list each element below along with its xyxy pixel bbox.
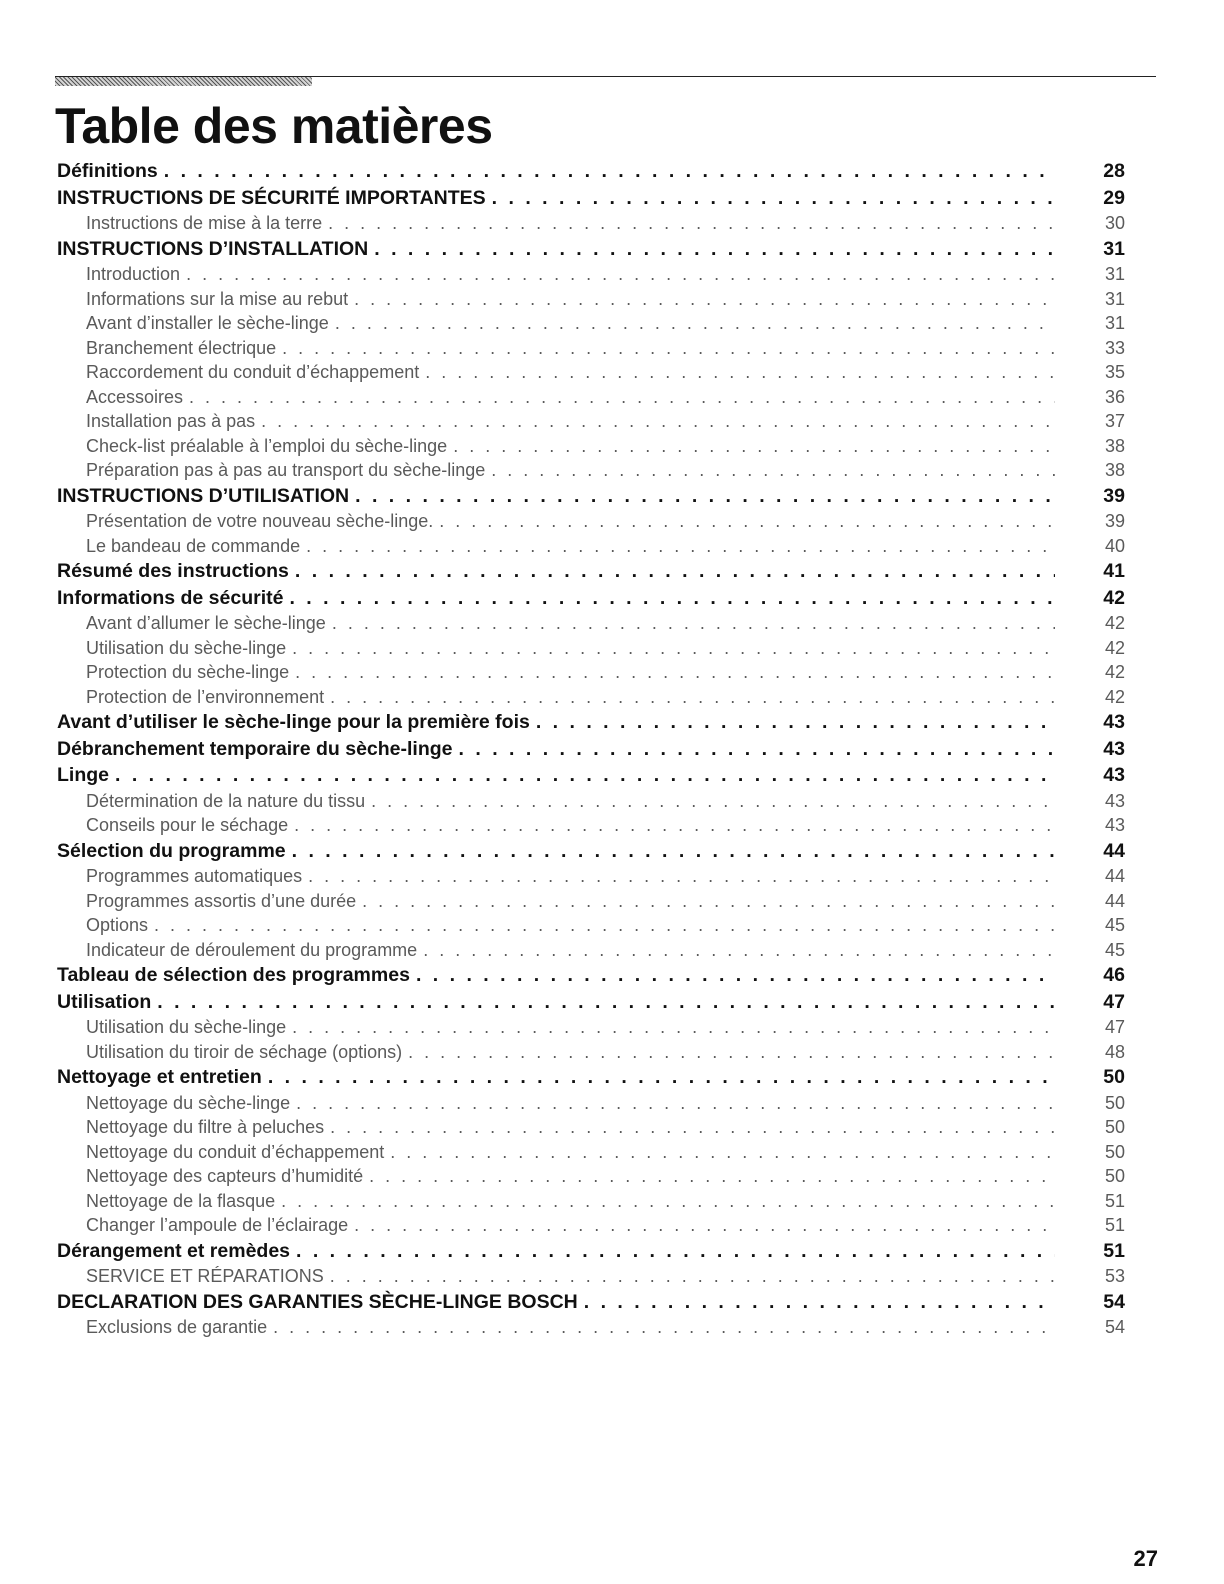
toc-entry-label: Avant d’utiliser le sèche-linge pour la première fois xyxy=(57,711,530,733)
toc-subsection-entry xyxy=(57,891,1125,916)
toc-entry-page: 45 xyxy=(1104,939,1125,960)
toc-entry-page: 33 xyxy=(1104,337,1125,358)
toc-entry-page: 43 xyxy=(1103,737,1125,760)
toc-entry-page: 44 xyxy=(1103,839,1125,862)
toc-entry-page: 43 xyxy=(1104,790,1125,811)
toc-entry-label: Tableau de sélection des programmes xyxy=(57,964,410,986)
toc-entry-label: INSTRUCTIONS DE SÉCURITÉ IMPORTANTES xyxy=(57,186,486,209)
toc-entry-label: Utilisation xyxy=(57,990,152,1013)
toc-subsection-entry xyxy=(57,815,1125,840)
toc-entry-page: 35 xyxy=(1104,362,1125,382)
toc-entry-page: 39 xyxy=(1104,511,1125,531)
toc-entry-label: Changer l’ampoule de l’éclairage xyxy=(86,1215,349,1235)
dot-leader xyxy=(295,560,1055,583)
dot-leader xyxy=(306,536,1055,557)
toc-entry-label: Utilisation du sèche-linge xyxy=(86,637,287,658)
toc-entry-label: INSTRUCTIONS D’UTILISATION xyxy=(57,484,350,507)
toc-section-entry xyxy=(57,560,1125,587)
dot-leader xyxy=(157,991,1055,1014)
toc-entry-page: 37 xyxy=(1104,411,1125,431)
toc-subsection-entry xyxy=(57,387,1125,412)
toc-entry-label: Utilisation du sèche-linge xyxy=(86,1017,287,1037)
toc-subsection-entry xyxy=(57,1266,1125,1291)
toc-entry-page: 31 xyxy=(1104,313,1125,333)
dot-leader xyxy=(292,840,1055,863)
toc-subsection-entry xyxy=(57,511,1125,536)
dot-leader xyxy=(330,687,1055,708)
toc-subsection-entry xyxy=(57,662,1125,687)
toc-subsection-entry xyxy=(57,289,1125,314)
toc-entry-label: Nettoyage de la flasque xyxy=(86,1190,276,1211)
dot-leader xyxy=(459,738,1055,761)
toc-entry-page: 54 xyxy=(1103,1290,1125,1313)
toc-subsection-entry xyxy=(57,1166,1125,1191)
toc-subsection-entry xyxy=(57,411,1125,436)
toc-entry-page: 43 xyxy=(1104,815,1125,835)
toc-entry-page: 47 xyxy=(1103,990,1125,1013)
dot-leader xyxy=(115,764,1055,787)
page-number: 27 xyxy=(1133,1546,1158,1571)
toc-section-entry xyxy=(57,587,1125,614)
toc-entry-page: 43 xyxy=(1103,711,1125,733)
toc-entry-page: 31 xyxy=(1103,237,1125,260)
toc-subsection-entry xyxy=(57,1093,1125,1118)
dot-leader xyxy=(371,791,1055,812)
dot-leader xyxy=(164,160,1055,183)
toc-section-entry xyxy=(57,840,1125,867)
toc-entry-page: 36 xyxy=(1104,386,1125,407)
dot-leader xyxy=(453,436,1055,457)
toc-entry-label: INSTRUCTIONS D’INSTALLATION xyxy=(57,237,369,260)
toc-entry-label: Introduction xyxy=(86,264,181,284)
dot-leader xyxy=(362,891,1055,912)
toc-subsection-entry xyxy=(57,1042,1125,1067)
toc-subsection-entry xyxy=(57,1317,1125,1342)
toc-entry-page: 42 xyxy=(1104,613,1125,633)
toc-entry-label: Définitions xyxy=(57,160,158,182)
toc-section-entry xyxy=(57,711,1125,738)
toc-subsection-entry xyxy=(57,362,1125,387)
toc-subsection-entry xyxy=(57,1215,1125,1240)
toc-subsection-entry xyxy=(57,1117,1125,1142)
toc-section-entry xyxy=(57,764,1125,791)
toc-subsection-entry xyxy=(57,866,1125,891)
toc-entry-page: 41 xyxy=(1103,560,1125,582)
toc-entry-label: Exclusions de garantie xyxy=(86,1317,268,1337)
toc-subsection-entry xyxy=(57,460,1125,485)
dot-leader xyxy=(330,1266,1055,1287)
dot-leader xyxy=(273,1317,1055,1338)
dot-leader xyxy=(355,485,1055,508)
toc-entry-label: Check-list préalable à l’emploi du sèche-linge xyxy=(86,435,448,456)
toc-subsection-entry xyxy=(57,536,1125,561)
toc-entry-page: 53 xyxy=(1104,1266,1125,1286)
toc-entry-label: Nettoyage et entretien xyxy=(57,1066,262,1088)
toc-section-entry xyxy=(57,738,1125,765)
toc-entry-label: Le bandeau de commande xyxy=(86,535,301,556)
toc-entry-label: Instructions de mise à la terre xyxy=(86,213,323,233)
toc-subsection-entry xyxy=(57,638,1125,663)
dot-leader xyxy=(491,460,1055,481)
toc-entry-label: Présentation de votre nouveau sèche-linge. xyxy=(86,511,434,531)
dot-leader xyxy=(335,313,1055,334)
toc-entry-label: Dérangement et remèdes xyxy=(57,1239,291,1262)
dot-leader xyxy=(328,213,1055,234)
toc-entry-label: Raccordement du conduit d’échappement xyxy=(86,362,420,382)
toc-entry-page: 48 xyxy=(1104,1041,1125,1062)
toc-entry-page: 50 xyxy=(1104,1141,1125,1162)
toc-section-entry xyxy=(57,238,1125,265)
toc-entry-page: 45 xyxy=(1104,915,1125,935)
toc-entry-label: Débranchement temporaire du sèche-linge xyxy=(57,737,453,760)
toc-entry-label: Préparation pas à pas au transport du sèche-linge xyxy=(86,460,486,480)
toc-section-entry xyxy=(57,485,1125,512)
toc-entry-page: 39 xyxy=(1103,484,1125,507)
dot-leader xyxy=(584,1291,1055,1314)
dot-leader xyxy=(296,1093,1055,1114)
toc-entry-label: Accessoires xyxy=(86,386,184,407)
toc-entry-page: 31 xyxy=(1104,288,1125,309)
dot-leader xyxy=(261,411,1055,432)
toc-section-entry xyxy=(57,1291,1125,1318)
toc-entry-page: 47 xyxy=(1104,1017,1125,1037)
header-rule xyxy=(55,76,1156,77)
page-title: Table des matières xyxy=(55,98,493,154)
table-of-contents xyxy=(57,160,1125,1342)
dot-leader xyxy=(282,338,1055,359)
dot-leader xyxy=(369,1166,1055,1187)
toc-entry-label: Nettoyage du conduit d’échappement xyxy=(86,1141,385,1162)
dot-leader xyxy=(416,964,1055,987)
dot-leader xyxy=(390,1142,1055,1163)
dot-leader xyxy=(281,1191,1055,1212)
toc-subsection-entry xyxy=(57,613,1125,638)
toc-entry-page: 51 xyxy=(1104,1190,1125,1211)
header-pattern-tab xyxy=(55,76,312,86)
toc-subsection-entry xyxy=(57,1191,1125,1216)
toc-section-entry xyxy=(57,187,1125,214)
toc-entry-label: Résumé des instructions xyxy=(57,560,289,582)
toc-entry-label: Nettoyage du sèche-linge xyxy=(86,1092,291,1113)
dot-leader xyxy=(154,915,1055,936)
toc-entry-page: 51 xyxy=(1103,1239,1125,1262)
toc-subsection-entry xyxy=(57,1017,1125,1042)
dot-leader xyxy=(492,187,1055,210)
dot-leader xyxy=(295,662,1055,683)
toc-entry-label: Informations de sécurité xyxy=(57,586,284,609)
dot-leader xyxy=(354,289,1055,310)
toc-entry-page: 42 xyxy=(1104,686,1125,707)
toc-entry-label: Nettoyage des capteurs d’humidité xyxy=(86,1166,364,1186)
toc-subsection-entry xyxy=(57,213,1125,238)
toc-entry-label: Avant d’allumer le sèche-linge xyxy=(86,613,326,633)
toc-entry-page: 42 xyxy=(1103,586,1125,609)
toc-entry-page: 40 xyxy=(1104,535,1125,556)
toc-entry-page: 50 xyxy=(1104,1117,1125,1137)
toc-entry-page: 44 xyxy=(1104,866,1125,886)
toc-entry-label: Options xyxy=(86,915,149,935)
dot-leader xyxy=(330,1117,1055,1138)
toc-entry-label: DECLARATION DES GARANTIES SÈCHE-LINGE BOSCH xyxy=(57,1290,578,1313)
toc-subsection-entry xyxy=(57,264,1125,289)
toc-section-entry xyxy=(57,964,1125,991)
toc-entry-label: Détermination de la nature du tissu xyxy=(86,790,366,811)
toc-entry-label: Protection du sèche-linge xyxy=(86,662,290,682)
toc-entry-page: 30 xyxy=(1104,213,1125,233)
toc-entry-label: Utilisation du tiroir de séchage (options) xyxy=(86,1041,403,1062)
toc-entry-page: 50 xyxy=(1103,1066,1125,1088)
toc-subsection-entry xyxy=(57,313,1125,338)
dot-leader xyxy=(439,511,1055,532)
dot-leader xyxy=(186,264,1055,285)
toc-subsection-entry xyxy=(57,940,1125,965)
toc-entry-label: Programmes assortis d’une durée xyxy=(86,890,357,911)
dot-leader xyxy=(354,1215,1055,1236)
toc-entry-page: 54 xyxy=(1104,1317,1125,1337)
toc-subsection-entry xyxy=(57,436,1125,461)
dot-leader xyxy=(425,362,1055,383)
toc-entry-page: 38 xyxy=(1104,460,1125,480)
toc-entry-page: 42 xyxy=(1104,637,1125,658)
dot-leader xyxy=(292,638,1055,659)
dot-leader xyxy=(289,587,1055,610)
toc-entry-page: 43 xyxy=(1103,764,1125,786)
dot-leader xyxy=(536,711,1055,734)
toc-entry-page: 50 xyxy=(1104,1092,1125,1113)
toc-entry-page: 46 xyxy=(1103,964,1125,986)
toc-subsection-entry xyxy=(57,687,1125,712)
toc-subsection-entry xyxy=(57,791,1125,816)
toc-subsection-entry xyxy=(57,1142,1125,1167)
dot-leader xyxy=(294,815,1055,836)
toc-entry-label: Informations sur la mise au rebut xyxy=(86,288,349,309)
toc-entry-label: Branchement électrique xyxy=(86,337,277,358)
toc-entry-page: 50 xyxy=(1104,1166,1125,1186)
toc-entry-label: Sélection du programme xyxy=(57,839,286,862)
dot-leader xyxy=(268,1066,1055,1089)
dot-leader xyxy=(408,1042,1055,1063)
toc-section-entry xyxy=(57,1240,1125,1267)
dot-leader xyxy=(292,1017,1055,1038)
toc-entry-page: 28 xyxy=(1103,160,1125,182)
toc-entry-label: Avant d’installer le sèche-linge xyxy=(86,313,329,333)
toc-entry-label: Nettoyage du filtre à peluches xyxy=(86,1117,325,1137)
toc-entry-label: Protection de l’environnement xyxy=(86,686,325,707)
toc-entry-page: 51 xyxy=(1104,1215,1125,1235)
toc-entry-label: Indicateur de déroulement du programme xyxy=(86,939,418,960)
toc-section-entry xyxy=(57,160,1125,187)
toc-entry-label: Linge xyxy=(57,764,109,786)
toc-subsection-entry xyxy=(57,338,1125,363)
dot-leader xyxy=(308,866,1055,887)
dot-leader xyxy=(296,1240,1055,1263)
toc-entry-label: Conseils pour le séchage xyxy=(86,815,289,835)
toc-subsection-entry xyxy=(57,915,1125,940)
toc-entry-page: 29 xyxy=(1103,186,1125,209)
toc-entry-page: 42 xyxy=(1104,662,1125,682)
dot-leader xyxy=(423,940,1055,961)
dot-leader xyxy=(332,613,1055,634)
dot-leader xyxy=(189,387,1055,408)
dot-leader xyxy=(374,238,1055,261)
toc-entry-label: Installation pas à pas xyxy=(86,411,256,431)
toc-entry-label: Programmes automatiques xyxy=(86,866,303,886)
toc-entry-page: 44 xyxy=(1104,890,1125,911)
toc-entry-label: SERVICE ET RÉPARATIONS xyxy=(86,1266,324,1286)
toc-entry-page: 31 xyxy=(1104,264,1125,284)
toc-entry-page: 38 xyxy=(1104,435,1125,456)
toc-section-entry xyxy=(57,991,1125,1018)
toc-section-entry xyxy=(57,1066,1125,1093)
